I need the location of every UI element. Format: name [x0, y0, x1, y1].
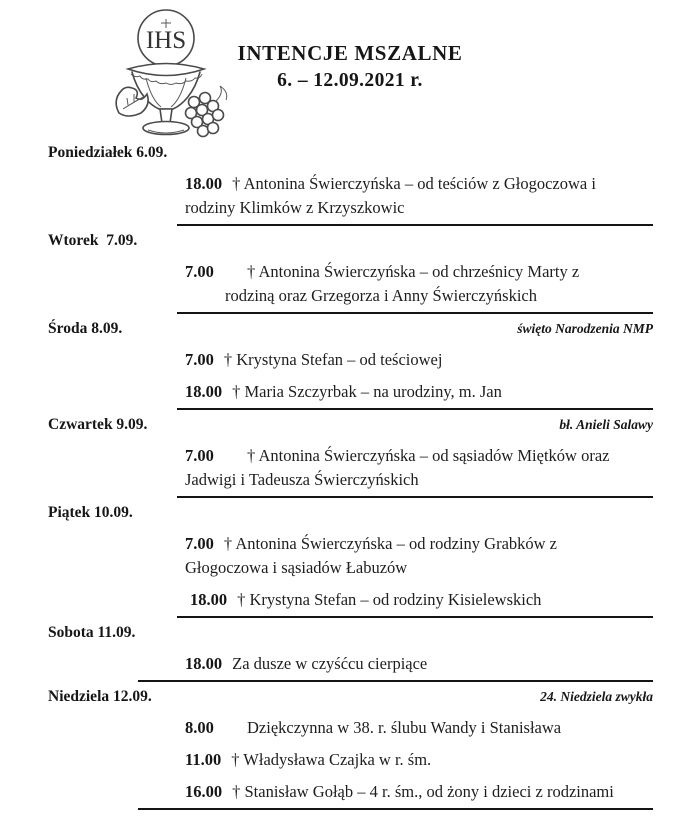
page-title: INTENCJE MSZALNE [237, 41, 463, 65]
day-section-friday [0, 503, 700, 618]
entries-block [177, 172, 653, 226]
mass-text: † Antonina Świerczyńska – od teściów z Głogoczowa i [232, 174, 596, 193]
mass-text-cont: rodziny Klimków z Krzyszkowic [185, 198, 405, 217]
mass-entry [185, 780, 653, 804]
svg-text:IHS: IHS [145, 27, 187, 54]
mass-entry [185, 348, 653, 372]
mass-entry [185, 652, 653, 676]
feast-label: 24. Niedziela zwykła [540, 689, 653, 704]
mass-text: Za dusze w czyśćcu cierpiące [232, 654, 428, 673]
mass-text: † Maria Szczyrbak – na urodziny, m. Jan [232, 382, 502, 401]
mass-text: † Antonina Świerczyńska – od chrześnicy Marty z [247, 262, 580, 281]
entries-block [138, 716, 653, 810]
mass-text-cont: Głogoczowa i sąsiadów Łabuzów [185, 558, 408, 577]
feast-label: bł. Anieli Salawy [559, 417, 653, 432]
entries-block [138, 652, 653, 682]
mass-entry [185, 588, 653, 612]
day-title: Sobota 11.09. [48, 624, 136, 641]
feast-label: święto Narodzenia NMP [517, 321, 653, 336]
mass-time: 7.00 [185, 534, 214, 553]
day-section-tuesday [0, 231, 700, 314]
mass-time: 18.00 [185, 382, 223, 401]
mass-text: † Antonina Świerczyńska – od sąsiadów Miętków oraz [247, 446, 610, 465]
day-section-saturday [0, 623, 700, 682]
mass-time: 7.00 [185, 262, 214, 281]
day-title: Niedziela 12.09. [48, 688, 152, 705]
entries-block [177, 444, 653, 498]
mass-time: 8.00 [185, 718, 214, 737]
day-title: Piątek 10.09. [48, 504, 133, 521]
mass-entry [185, 748, 653, 772]
entries-block [177, 260, 653, 314]
mass-text: † Stanisław Gołąb – 4 r. śm., od żony i dzieci z rodzinami [232, 782, 614, 801]
day-title: Czwartek 9.09. [48, 416, 148, 433]
chalice-host-ihs-icon [112, 6, 232, 138]
title-block [0, 0, 700, 94]
day-title: Wtorek 7.09. [48, 232, 138, 249]
mass-text-cont: Jadwigi i Tadeusza Świerczyńskich [185, 470, 419, 489]
mass-time: 7.00 [185, 446, 214, 465]
mass-entry [185, 380, 653, 404]
day-title: Poniedziałek 6.09. [48, 144, 168, 161]
day-section-wednesday [0, 319, 700, 410]
page-header [0, 0, 700, 143]
mass-entry [185, 260, 653, 308]
mass-time: 18.00 [185, 654, 223, 673]
mass-text: † Krystyna Stefan – od rodziny Kisielewskich [237, 590, 542, 609]
mass-time: 18.00 [185, 174, 223, 193]
mass-entry [185, 444, 653, 492]
mass-text: † Antonina Świerczyńska – od rodziny Grabków z [223, 534, 558, 553]
mass-text: † Krystyna Stefan – od teściowej [223, 350, 443, 369]
mass-entry [185, 716, 653, 740]
mass-text: Dziękczynna w 38. r. ślubu Wandy i Stanisława [247, 718, 562, 737]
mass-text: † Władysława Czajka w r. śm. [231, 750, 432, 769]
mass-text-cont: rodziną oraz Grzegorza i Anny Świerczyńskich [225, 286, 538, 305]
entries-block [177, 348, 653, 410]
entries-block [177, 532, 653, 618]
day-title: Środa 8.09. [48, 320, 123, 337]
date-range: 6. – 12.09.2021 r. [277, 70, 423, 91]
mass-time: 7.00 [185, 350, 214, 369]
mass-entry [185, 532, 653, 580]
mass-time: 18.00 [190, 590, 228, 609]
day-section-monday [0, 143, 700, 226]
mass-time: 16.00 [185, 782, 223, 801]
day-section-thursday [0, 415, 700, 498]
mass-time: 11.00 [185, 750, 222, 769]
mass-entry [185, 172, 653, 220]
day-section-sunday [0, 687, 700, 810]
